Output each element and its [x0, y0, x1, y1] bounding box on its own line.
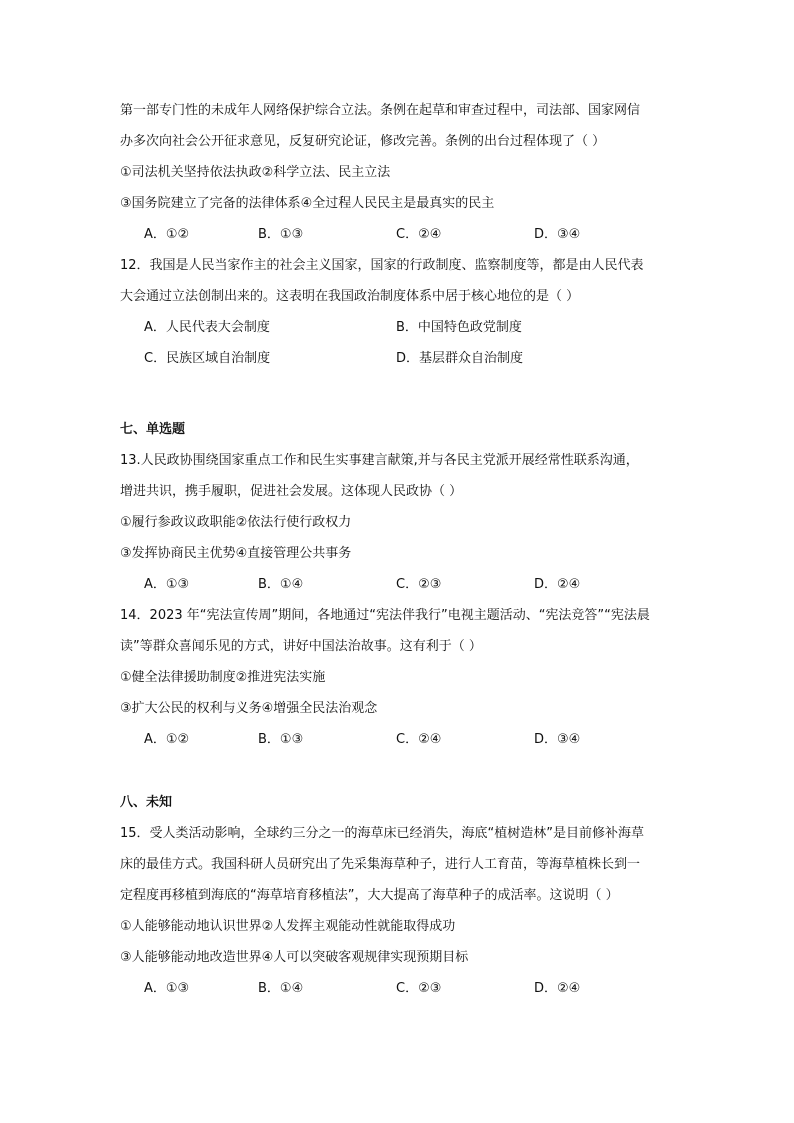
question-13-statement-2: ③发挥协商民主优势④直接管理公共事务	[120, 546, 352, 561]
question-12-line-1: 12．我国是人民当家作主的社会主义国家，国家的行政制度、监察制度等，都是由人民代表	[120, 258, 644, 273]
question-15-line-3: 定程度再移植到海底的“海草培育移植法”，大大提高了海草种子的成活率。这说明（ ）	[120, 888, 619, 903]
question-14-option-b[interactable]: B．①③	[258, 732, 304, 747]
question-15-option-a[interactable]: A．①③	[144, 981, 190, 996]
question-11-option-a[interactable]: A．①②	[144, 227, 190, 242]
question-13-statement-1: ①履行参政议政职能②依法行使行政权力	[120, 515, 352, 530]
question-11-option-d[interactable]: D．③④	[534, 227, 581, 242]
question-12-option-a[interactable]: A．人民代表大会制度	[144, 320, 270, 335]
section-7-heading: 七、单选题	[120, 422, 186, 437]
question-15-option-c[interactable]: C．②③	[396, 981, 442, 996]
question-11	[120, 95, 680, 374]
question-15-statement-1: ①人能够能动地认识世界②人发挥主观能动性就能取得成功	[120, 919, 456, 934]
question-15-line-2: 床的最佳方式。我国科研人员研究出了先采集海草种子，进行人工育苗，等海草植株长到一	[120, 857, 641, 872]
question-12-option-d[interactable]: D．基层群众自治制度	[396, 351, 524, 366]
question-13-options	[120, 569, 680, 600]
question-11-line-1: 第一部专门性的未成年人网络保护综合立法。条例在起草和审查过程中，司法部、国家网信	[120, 103, 641, 118]
question-13-option-d[interactable]: D．②④	[534, 577, 581, 592]
question-14-statement-2: ③扩大公民的权利与义务④增强全民法治观念	[120, 701, 378, 716]
question-12-option-b[interactable]: B．中国特色政党制度	[396, 320, 522, 335]
question-15-line-1: 15．受人类活动影响，全球约三分之一的海草床已经消失，海底“植树造林”是目前修补海草	[120, 826, 645, 841]
question-14-line-1: 14．2023 年“宪法宣传周”期间，各地通过“宪法伴我行”电视主题活动、“宪法竞答”“宪法晨	[120, 608, 650, 623]
question-13-option-c[interactable]: C．②③	[396, 577, 442, 592]
question-15-option-b[interactable]: B．①④	[258, 981, 304, 996]
question-13-option-b[interactable]: B．①④	[258, 577, 304, 592]
question-12-options-row-1	[120, 312, 680, 343]
question-14-option-a[interactable]: A．①②	[144, 732, 190, 747]
section-8-heading: 八、未知	[120, 795, 173, 810]
question-13-option-a[interactable]: A．①③	[144, 577, 190, 592]
question-14-line-2: 读”等群众喜闻乐见的方式，讲好中国法治故事。这有利于（ ）	[120, 639, 482, 654]
section-7	[120, 414, 680, 755]
question-15-statement-2: ③人能够能动地改造世界④人可以突破客观规律实现预期目标	[120, 950, 469, 965]
question-11-statement-2: ③国务院建立了完备的法律体系④全过程人民民主是最真实的民主	[120, 196, 495, 211]
question-15-options	[120, 973, 680, 1004]
question-11-statement-1: ①司法机关坚持依法执政②科学立法、民主立法	[120, 165, 391, 180]
question-12-line-2: 大会通过立法创制出来的。这表明在我国政治制度体系中居于核心地位的是（ ）	[120, 289, 580, 304]
question-12-option-c[interactable]: C．民族区域自治制度	[144, 351, 271, 366]
question-11-options	[120, 219, 680, 250]
question-15-option-d[interactable]: D．②④	[534, 981, 581, 996]
question-11-option-c[interactable]: C．②④	[396, 227, 442, 242]
question-12-options-row-2	[120, 343, 680, 374]
question-11-line-2: 办多次向社会公开征求意见，反复研究论证，修改完善。条例的出台过程体现了（ ）	[120, 134, 606, 149]
section-8	[120, 787, 680, 1004]
question-14-option-d[interactable]: D．③④	[534, 732, 581, 747]
question-13-line-2: 增进共识，携手履职，促进社会发展。这体现人民政协（ ）	[120, 484, 463, 499]
question-11-option-b[interactable]: B．①③	[258, 227, 304, 242]
question-13-line-1: 13.人民政协围绕国家重点工作和民生实事建言献策,并与各民主党派开展经常性联系沟通，	[120, 453, 639, 468]
question-14-options	[120, 724, 680, 755]
question-14-option-c[interactable]: C．②④	[396, 732, 442, 747]
question-14-statement-1: ①健全法律援助制度②推进宪法实施	[120, 670, 326, 685]
